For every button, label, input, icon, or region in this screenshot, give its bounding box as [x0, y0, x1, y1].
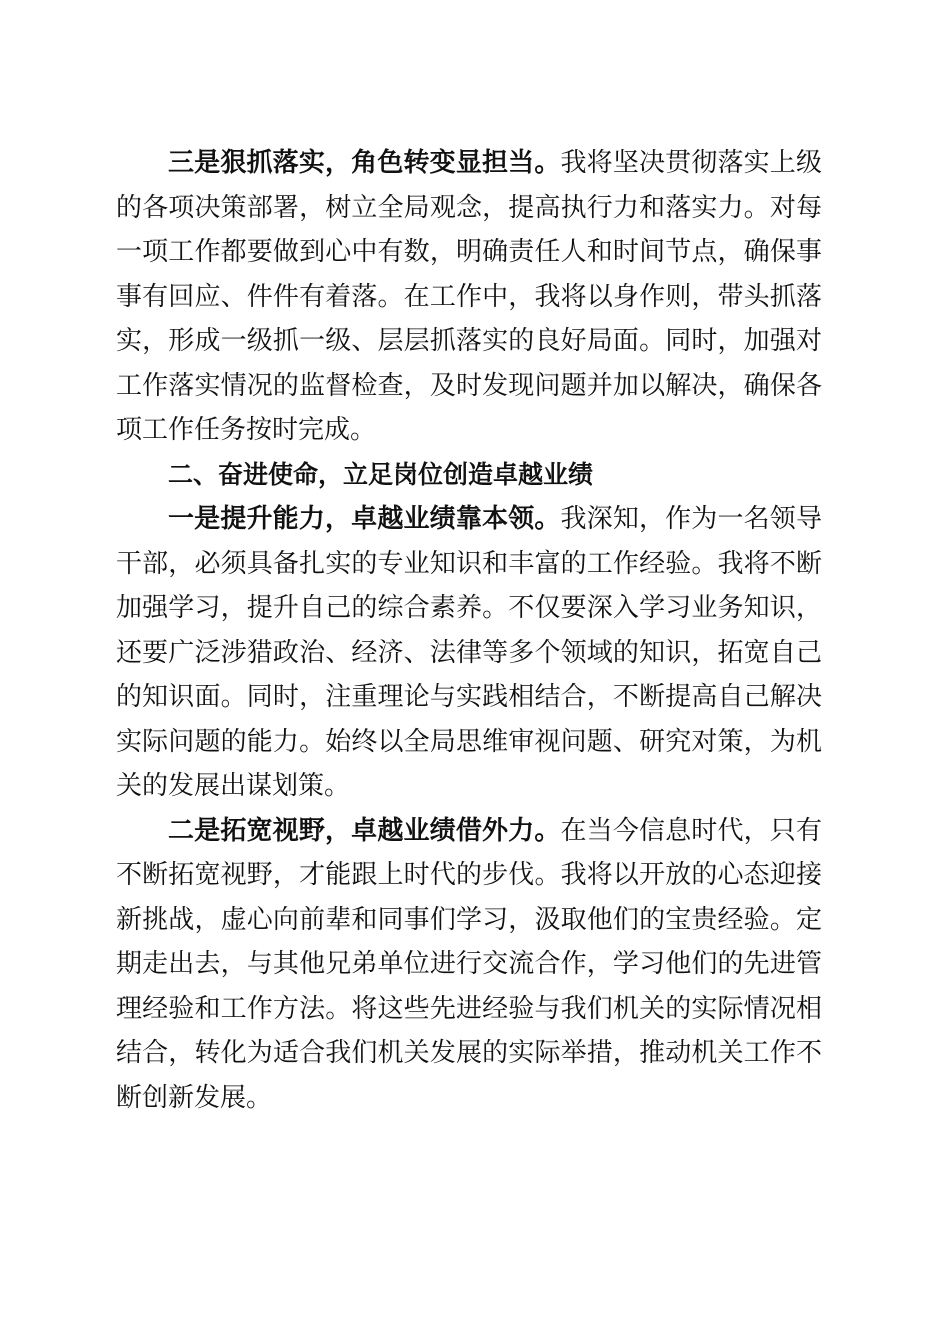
paragraph-text: 我深知，作为一名领导干部，必须具备扎实的专业知识和丰富的工作经验。我将不断加强学习，提升自己的综合素养。不仅要深入学习业务知识，还要广泛涉猎政治、经济、法律等多个领域的知识，拓宽自己的知识面。同时，注重理论与实践相结合，不断提高自己解决实际问题的能力。始终以全局思维审视问题、研究对策，为机关的发展出谋划策。 [116, 504, 822, 801]
paragraph-lead: 二是拓宽视野，卓越业绩借外力。 [168, 815, 561, 846]
paragraph-implementation [116, 141, 822, 453]
paragraph-ability [116, 497, 822, 809]
paragraph-lead: 三是狠抓落实，角色转变显担当。 [168, 148, 561, 178]
paragraph-vision [116, 809, 822, 1121]
paragraph-lead: 一是提升能力，卓越业绩靠本领。 [168, 504, 561, 534]
paragraph-text: 我将坚决贯彻落实上级的各项决策部署，树立全局观念，提高执行力和落实力。对每一项工作都要做到心中有数，明确责任人和时间节点，确保事事有回应、件件有着落。在工作中，我将以身作则，带头抓落实，形成一级抓一级、层层抓落实的良好局面。同时，加强对工作落实情况的监督检查，及时发现问题并加以解决，确保各项工作任务按时完成。 [116, 148, 822, 445]
section-heading: 二、奋进使命，立足岗位创造卓越业绩 [168, 459, 594, 489]
paragraph-text: 在当今信息时代，只有不断拓宽视野，才能跟上时代的步伐。我将以开放的心态迎接新挑战，虚心向前辈和同事们学习，汲取他们的宝贵经验。定期走出去，与其他兄弟单位进行交流合作，学习他们的先进管理经验和工作方法。将这些先进经验与我们机关的实际情况相结合，转化为适合我们机关发展的实际举措，推动机关工作不断创新发展。 [116, 815, 822, 1113]
document-body [116, 141, 822, 1120]
